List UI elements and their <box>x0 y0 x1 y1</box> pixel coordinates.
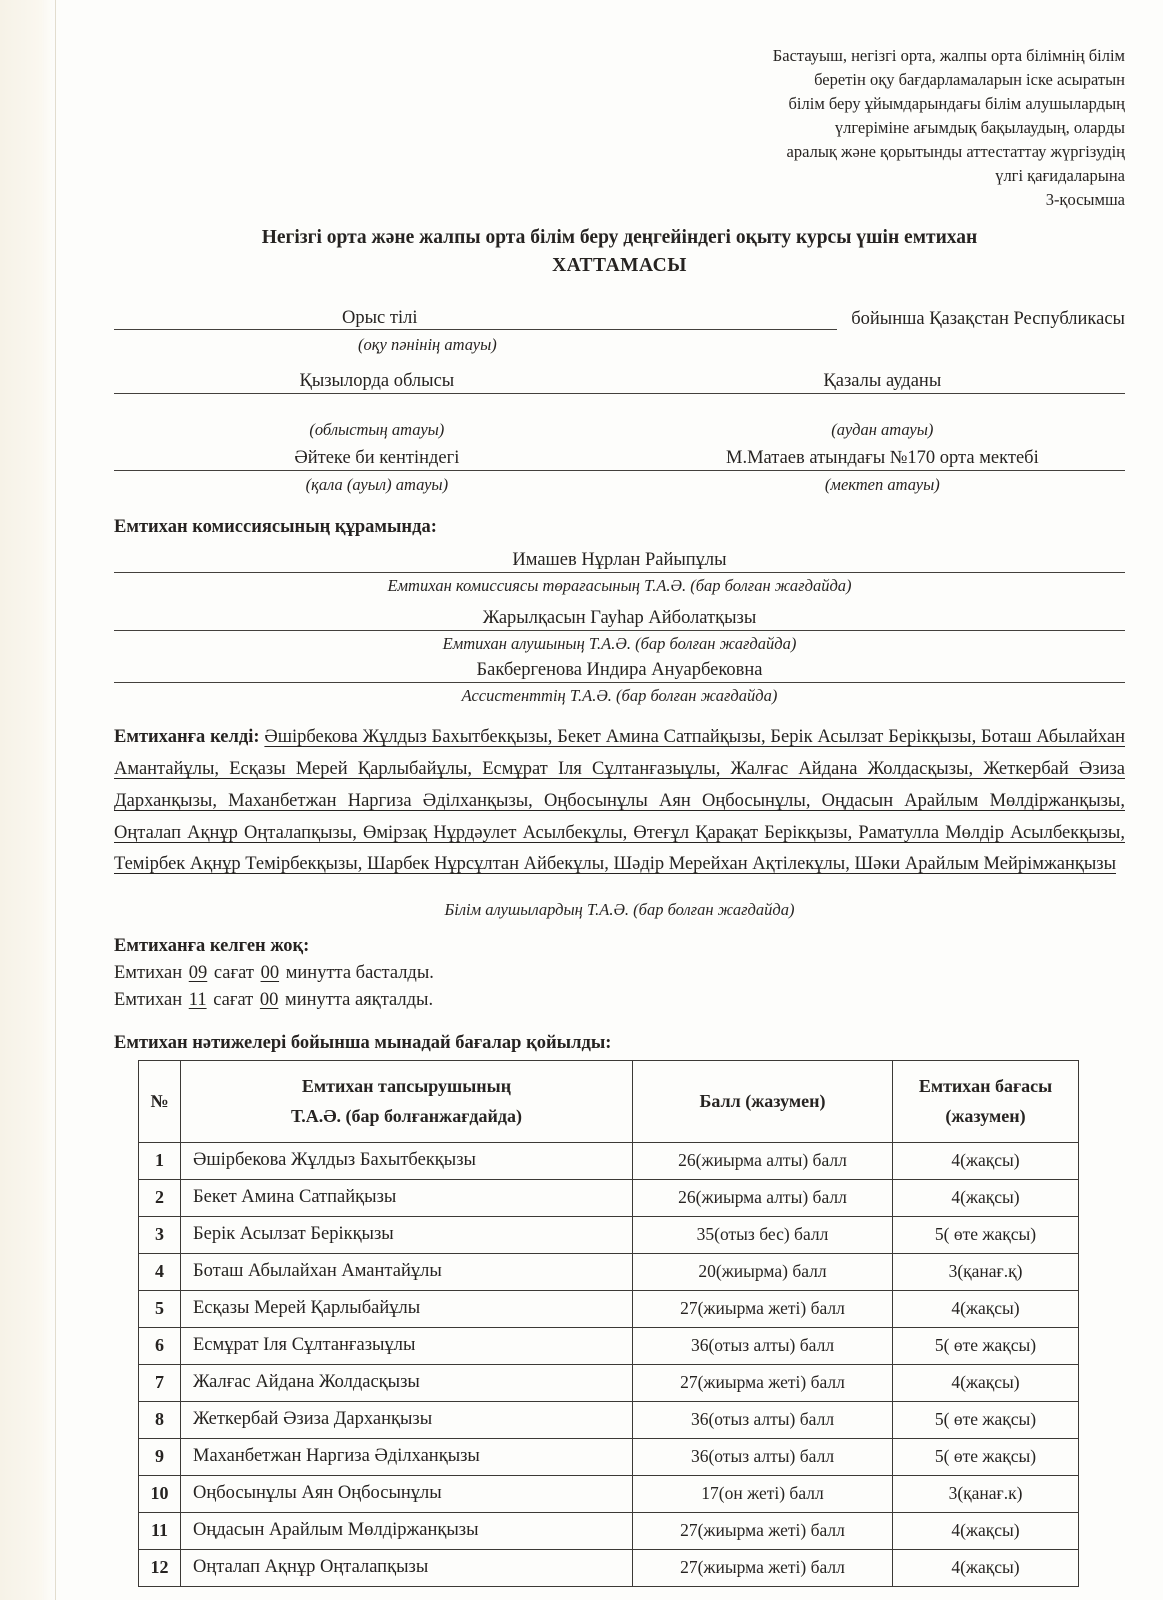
row-number: 10 <box>139 1475 181 1512</box>
table-row <box>139 1179 1079 1216</box>
header-name-line1: Емтихан тапсырушының <box>301 1075 512 1096</box>
commission-assistant-caption: Ассистенттің Т.А.Ә. (бар болған жағдайда) <box>461 686 778 706</box>
row-score: 26(жиырма алты) балл <box>633 1179 893 1216</box>
table-row <box>139 1290 1079 1327</box>
school-field-caption: (мектеп атауы) <box>824 475 940 495</box>
title-line-2: ХАТТАМАСЫ <box>552 254 687 276</box>
table-row <box>139 1549 1079 1586</box>
appendix-reference-block <box>695 44 1125 211</box>
row-number: 7 <box>139 1364 181 1401</box>
row-score: 36(отыз алты) балл <box>633 1401 893 1438</box>
row-score: 36(отыз алты) балл <box>633 1327 893 1364</box>
row-grade: 3(қанағ.к) <box>893 1475 1079 1512</box>
settlement-field-value: Әйтеке би кентіндегі <box>114 448 640 471</box>
attended-paragraph <box>114 722 1125 881</box>
attended-names-list: Әшірбекова Жұлдыз Бахытбекқызы, Бекет Амина Сатпайқызы, Берік Асылзат Берікқызы, Боташ Абылайхан Амантайұлы, Есқазы Мерей Қарлыбайұлы, Есмұрат Іля Сұлтанғазыұлы, Жалғас Айдана Жолдасқызы, Жеткербай Әзиза Дарханқызы, Маханбетжан Наргиза Әділханқызы, Оңбосынұлы Аян Оңбосынұлы, Оңдасын Арайлым Мөлдіржанқызы, Оңталап Ақнұр Оңталапқызы, Өмірзақ Нұрдәулет Асылбекұлы, Өтеғұл Қарақат Берікқызы, Раматулла Мөлдір Асылбекқызы, Темірбек Ақнұр Темірбекқызы, Шарбек Нұрсұлтан Айбекұлы, Шәдір Мерейхан Ақтілекұлы, Шәки Арайлым Мейрімжанқызы <box>114 727 1126 875</box>
table-row <box>139 1401 1079 1438</box>
region-field-caption: (облыстың атауы) <box>309 420 445 440</box>
region-field-value: Қызылорда облысы <box>114 371 640 394</box>
row-grade: 4(жақсы) <box>893 1179 1079 1216</box>
results-heading: Емтихан нәтижелері бойынша мынадай бағалар қойылды: <box>114 1032 612 1053</box>
row-score: 35(отыз бес) балл <box>633 1216 893 1253</box>
end-mid: сағат <box>208 989 258 1010</box>
row-examinee-name: Есқазы Мерей Қарлыбайұлы <box>181 1290 633 1327</box>
table-row <box>139 1327 1079 1364</box>
end-prefix: Емтихан <box>114 989 187 1010</box>
header-examinee-name <box>181 1060 633 1142</box>
school-field-value: М.Матаев атындағы №170 орта мектебі <box>640 448 1125 471</box>
commission-member-examiner <box>114 608 1125 654</box>
row-examinee-name: Жеткербай Әзиза Дарханқызы <box>181 1401 633 1438</box>
row-grade: 3(қанағ.қ) <box>893 1253 1079 1290</box>
row-grade: 5( өте жақсы) <box>893 1327 1079 1364</box>
header-number: № <box>139 1060 181 1142</box>
row-examinee-name: Әшірбекова Жұлдыз Бахытбекқызы <box>181 1142 633 1179</box>
appendix-line: Бастауыш, негізгі орта, жалпы орта білімнің білім <box>772 46 1125 65</box>
start-hour: 09 <box>188 962 208 983</box>
row-examinee-name: Берік Асылзат Берікқызы <box>181 1216 633 1253</box>
exam-end-line <box>114 990 1125 1011</box>
row-score: 20(жиырма) балл <box>633 1253 893 1290</box>
commission-heading: Емтихан комиссиясының құрамында: <box>114 517 437 538</box>
header-name-line2: Т.А.Ә. (бар болғанжағдайда) <box>291 1106 522 1127</box>
row-score: 27(жиырма жеті) балл <box>633 1364 893 1401</box>
commission-examiner-caption: Емтихан алушының Т.А.Ә. (бар болған жағдайда) <box>442 634 797 654</box>
commission-member-assistant <box>114 660 1125 706</box>
settlement-field-caption: (қала (ауыл) атауы) <box>305 475 449 495</box>
row-score: 17(он жеті) балл <box>633 1475 893 1512</box>
table-row <box>139 1512 1079 1549</box>
row-grade: 5( өте жақсы) <box>893 1216 1079 1253</box>
appendix-number: 3-қосымша <box>1045 189 1125 209</box>
row-score: 26(жиырма алты) балл <box>633 1142 893 1179</box>
title-line-1: Негізгі орта және жалпы орта білім беру деңгейіндегі оқыту курсы үшін емтихан <box>261 227 978 249</box>
district-field-value: Қазалы ауданы <box>640 371 1125 394</box>
end-minute: 00 <box>259 989 279 1010</box>
attended-label: Емтиханға келді: <box>114 727 260 748</box>
row-grade: 5( өте жақсы) <box>893 1401 1079 1438</box>
row-number: 12 <box>139 1549 181 1586</box>
row-examinee-name: Боташ Абылайхан Амантайұлы <box>181 1253 633 1290</box>
row-number: 4 <box>139 1253 181 1290</box>
results-table <box>138 1060 1079 1587</box>
settlement-school-captions <box>114 475 1125 495</box>
row-score: 36(отыз алты) балл <box>633 1438 893 1475</box>
row-score: 27(жиырма жеті) балл <box>633 1512 893 1549</box>
header-grade-line2: (жазумен) <box>945 1106 1026 1127</box>
appendix-line: білім беру ұйымдарындағы білім алушылардың <box>788 93 1125 113</box>
row-grade: 4(жақсы) <box>893 1142 1079 1179</box>
region-district-row <box>114 371 1125 394</box>
row-number: 9 <box>139 1438 181 1475</box>
commission-member-chairman <box>114 550 1125 596</box>
start-prefix: Емтихан <box>114 962 187 983</box>
row-examinee-name: Маханбетжан Наргиза Әділханқызы <box>181 1438 633 1475</box>
header-grade <box>893 1060 1079 1142</box>
row-examinee-name: Есмұрат Іля Сұлтанғазыұлы <box>181 1327 633 1364</box>
start-mid: сағат <box>209 962 259 983</box>
row-examinee-name: Оңталап Ақнұр Оңталапқызы <box>181 1549 633 1586</box>
row-grade: 4(жақсы) <box>893 1290 1079 1327</box>
table-row <box>139 1364 1079 1401</box>
end-hour: 11 <box>188 989 207 1010</box>
row-score: 27(жиырма жеті) балл <box>633 1290 893 1327</box>
exam-start-line <box>114 963 1125 984</box>
table-row <box>139 1216 1079 1253</box>
subject-field-value: Орыс тілі <box>114 308 837 330</box>
row-number: 3 <box>139 1216 181 1253</box>
start-minute: 00 <box>260 962 280 983</box>
commission-examiner-name: Жарылқасын Гауһар Айболатқызы <box>114 608 1125 631</box>
table-row <box>139 1475 1079 1512</box>
subject-field-row <box>114 308 1125 330</box>
header-score: Балл (жазумен) <box>633 1060 893 1142</box>
appendix-line: үлгеріміне ағымдық бақылаудың, оларды <box>834 117 1125 137</box>
header-grade-line1: Емтихан бағасы <box>918 1075 1053 1096</box>
appendix-line: үлгі қағидаларына <box>995 165 1125 185</box>
row-number: 5 <box>139 1290 181 1327</box>
row-grade: 4(жақсы) <box>893 1549 1079 1586</box>
row-number: 6 <box>139 1327 181 1364</box>
settlement-school-row <box>114 448 1125 471</box>
row-examinee-name: Бекет Амина Сатпайқызы <box>181 1179 633 1216</box>
end-suffix: минутта аяқталды. <box>280 989 434 1010</box>
table-row <box>139 1142 1079 1179</box>
row-score: 27(жиырма жеті) балл <box>633 1549 893 1586</box>
row-grade: 4(жақсы) <box>893 1512 1079 1549</box>
subject-field-caption: (оқу пәнінің атауы) <box>358 335 497 355</box>
district-field-caption: (аудан атауы) <box>831 420 934 440</box>
row-examinee-name: Жалғас Айдана Жолдасқызы <box>181 1364 633 1401</box>
row-grade: 4(жақсы) <box>893 1364 1079 1401</box>
attended-caption: Білім алушылардың Т.А.Ә. (бар болған жағдайда) <box>444 899 795 919</box>
row-number: 2 <box>139 1179 181 1216</box>
commission-chairman-name: Имашев Нұрлан Райыпұлы <box>114 550 1125 573</box>
commission-chairman-caption: Емтихан комиссиясы төрағасының Т.А.Ә. (бар болған жағдайда) <box>387 576 852 596</box>
region-district-captions <box>114 420 1125 440</box>
document-title <box>114 225 1125 278</box>
results-table-header <box>139 1060 1079 1142</box>
row-number: 8 <box>139 1401 181 1438</box>
row-number: 11 <box>139 1512 181 1549</box>
appendix-line: беретін оқу бағдарламаларын іске асыратын <box>814 69 1125 89</box>
subject-right-text: бойынша Қазақстан Республикасы <box>851 309 1125 330</box>
row-number: 1 <box>139 1142 181 1179</box>
appendix-line: аралық және қорытынды аттестаттау жүргізудің <box>786 141 1125 161</box>
row-examinee-name: Оңбосынұлы Аян Оңбосынұлы <box>181 1475 633 1512</box>
row-examinee-name: Оңдасын Арайлым Мөлдіржанқызы <box>181 1512 633 1549</box>
commission-assistant-name: Бакбергенова Индира Ануарбековна <box>114 660 1125 683</box>
start-suffix: минутта басталды. <box>281 962 434 983</box>
table-row <box>139 1438 1079 1475</box>
absent-heading: Емтиханға келген жоқ: <box>114 935 310 956</box>
table-row <box>139 1253 1079 1290</box>
row-grade: 5( өте жақсы) <box>893 1438 1079 1475</box>
